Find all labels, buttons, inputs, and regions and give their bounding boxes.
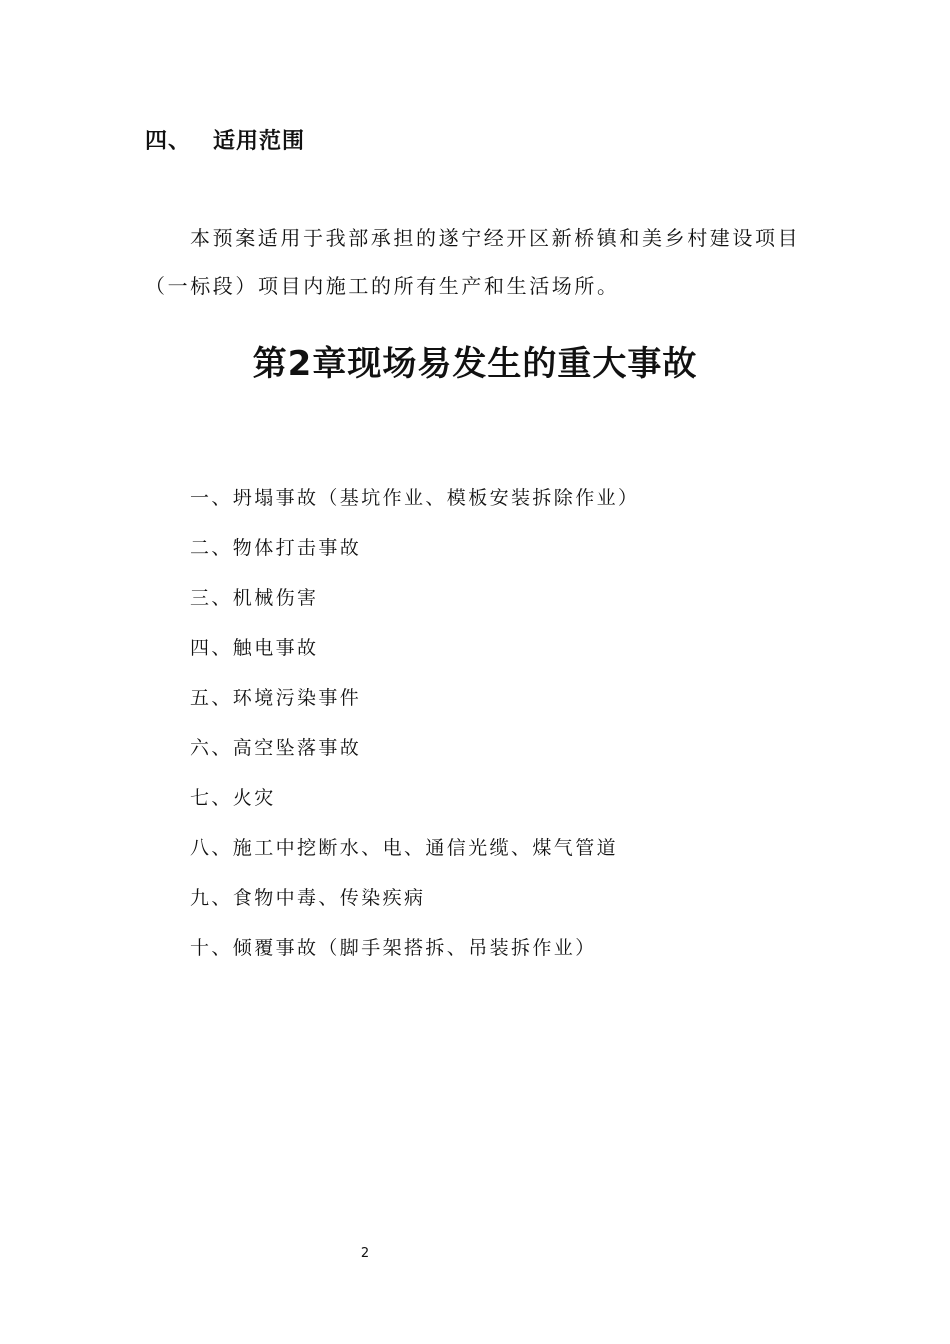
list-item: 六、高空坠落事故 — [190, 737, 362, 759]
section-heading — [145, 124, 305, 155]
section-title: 适用范围 — [213, 129, 306, 154]
scope-paragraph-line-2: （一标段）项目内施工的所有生产和生活场所。 — [145, 274, 620, 298]
list-item: 七、火灾 — [190, 787, 276, 809]
list-item: 一、坍塌事故（基坑作业、模板安装拆除作业） — [190, 487, 640, 509]
page-number: 2 — [360, 1246, 370, 1261]
accident-list — [190, 484, 639, 984]
list-item: 十、倾覆事故（脚手架搭拆、吊装拆作业） — [190, 937, 597, 959]
list-item: 二、物体打击事故 — [190, 537, 362, 559]
scope-paragraph-line-1: 本预案适用于我部承担的遂宁经开区新桥镇和美乡村建设项目 — [190, 226, 801, 250]
list-item: 八、施工中挖断水、电、通信光缆、煤气管道 — [190, 837, 619, 859]
list-item: 九、食物中毒、传染疾病 — [190, 887, 426, 909]
section-number: 四、 — [145, 129, 192, 154]
chapter-title: 第2章现场易发生的重大事故 — [252, 344, 698, 384]
list-item: 四、触电事故 — [190, 637, 319, 659]
list-item: 三、机械伤害 — [190, 587, 319, 609]
list-item: 五、环境污染事件 — [190, 687, 362, 709]
